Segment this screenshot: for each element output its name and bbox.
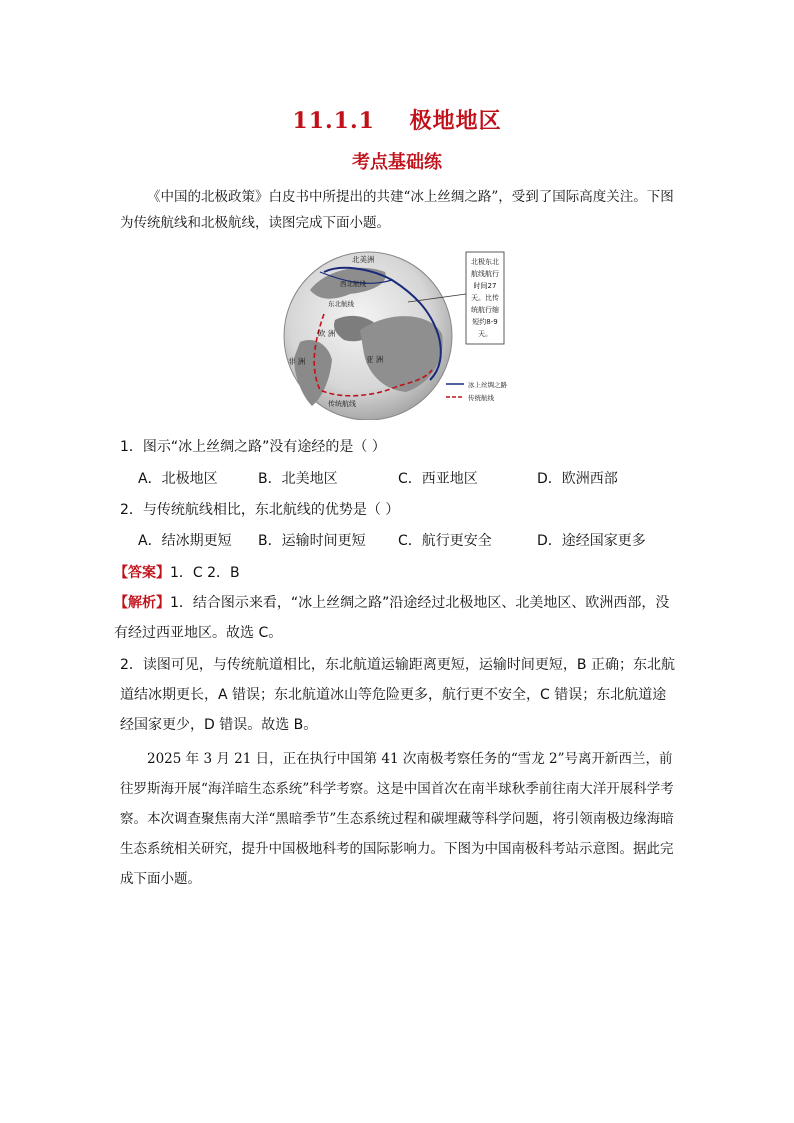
arctic-route-map — [280, 250, 530, 420]
callout-line-4: 天。比传 — [471, 294, 499, 302]
question-2-option-b: B．运输时间更短 — [258, 533, 366, 549]
question-1-option-c: C．西亚地区 — [398, 471, 478, 487]
callout-line-2: 航线航行 — [471, 270, 499, 278]
answer-line — [114, 562, 240, 582]
callout-line-7: 天。 — [478, 330, 492, 338]
label-asia: 亚 洲 — [366, 355, 384, 364]
question-1-option-d: D．欧洲西部 — [537, 471, 618, 487]
label-northwest-route: 西北航线 — [340, 280, 366, 288]
question-2-option-a: A．结冰期更短 — [138, 533, 232, 549]
callout-line-3: 时间27 — [473, 282, 497, 290]
label-europe: 欧 洲 — [318, 329, 336, 338]
question-1-option-a: A．北极地区 — [138, 471, 218, 487]
question-1-stem: 1．图示“冰上丝绸之路”没有途经的是（ ） — [120, 439, 386, 455]
analysis-paragraph-2: 2．读图可见，与传统航道相比，东北航道运输距离更短，运输时间更短，B 正确；东北航道结冰期更长，A 错误；东北航道冰山等危险更多，航行更不安全，C 错误；东北航道途经国家更少，D 错误。故选 B。 — [120, 657, 675, 733]
section-subtitle: 考点基础练 — [352, 152, 442, 173]
analysis-label: 【解析】 — [114, 595, 170, 611]
analysis-text-1: 1．结合图示来看，“冰上丝绸之路”沿途经过北极地区、北美地区、欧洲西部，没有经过西亚地区。故选 C。 — [114, 595, 670, 641]
callout-line-6: 短约8-9 — [472, 318, 498, 326]
callout-line-5: 统航行缩 — [471, 306, 499, 314]
label-africa: 非 洲 — [288, 357, 306, 366]
label-traditional-route: 传统航线 — [328, 400, 356, 408]
legend-ice-label: 冰上丝绸之路 — [468, 381, 507, 389]
passage-2-paragraph: 2025 年 3 月 21 日，正在执行中国第 41 次南极考察任务的“雪龙 2”号离开新西兰，前往罗斯海开展“海洋暗生态系统”科学考察。这是中国首次在南半球秋季前往南大洋开展科学考察。本次调查聚焦南大洋“黑暗季节”生态系统过程和碳埋藏等科学问题，将引领南极边缘海暗生态系统相关研究，提升中国极地科考的国际影响力。下图为中国南极科考站示意图。据此完成下面小题。 — [120, 751, 674, 887]
label-northeast-route: 东北航线 — [328, 300, 354, 308]
intro-paragraph: 《中国的北极政策》白皮书中所提出的共建“冰上丝绸之路”，受到了国际高度关注。下图为传统航线和北极航线，读图完成下面小题。 — [120, 189, 674, 231]
question-2-option-c: C．航行更安全 — [398, 533, 492, 549]
analysis-paragraph-1 — [114, 588, 680, 648]
question-2-stem: 2．与传统航线相比，东北航线的优势是（ ） — [120, 502, 400, 518]
callout-line-1: 北极东北 — [471, 258, 499, 266]
legend-traditional-label: 传统航线 — [468, 394, 494, 402]
answer-label: 【答案】 — [114, 565, 170, 581]
question-2-option-d: D．途经国家更多 — [537, 533, 646, 549]
page-title: 11.1.1 极地地区 — [292, 108, 502, 134]
answer-text: 1．C 2．B — [170, 565, 240, 581]
label-north-america: 北美洲 — [352, 255, 375, 264]
question-1-option-b: B．北美地区 — [258, 471, 338, 487]
